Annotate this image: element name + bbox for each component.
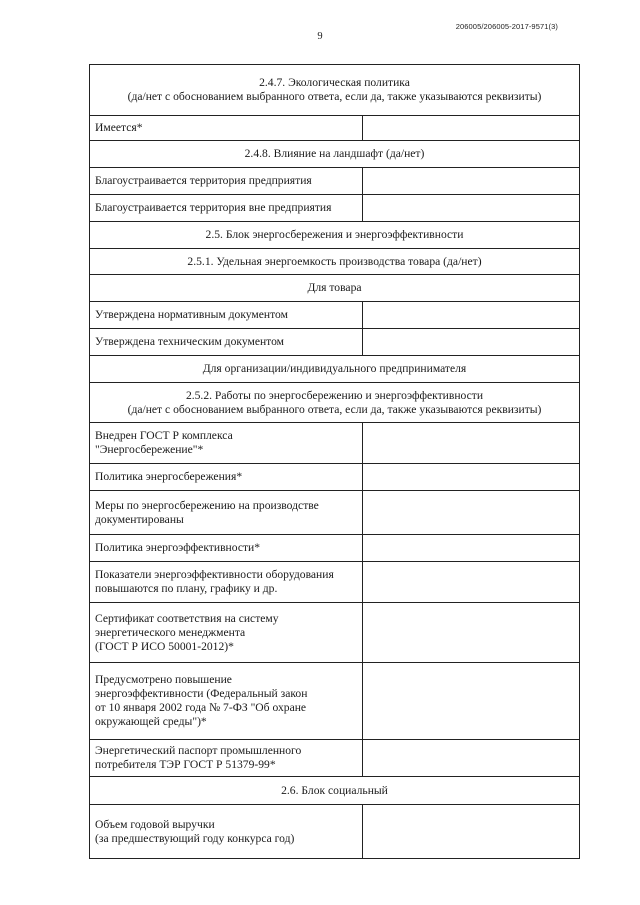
section-header-text: (да/нет с обоснованием выбранного ответа, если да, также указываются реквизиты) [127,90,542,103]
answer-cell[interactable] [363,663,579,739]
row-label-text: Объем годовой выручки [95,817,215,831]
section-header-text: 2.5.2. Работы по энергосбережению и энергоэффективности [185,388,484,402]
row-label-text: Политика энергосбережения* [95,470,243,483]
row-label-text: Благоустраивается территория предприятия [95,174,312,187]
section-header-row [90,274,579,301]
row-label-cell [90,805,363,858]
row-label-cell [90,663,363,739]
page-number: 9 [317,31,323,42]
row-label-cell [90,603,363,662]
row-label-text: Политика энергоэффективности* [95,541,261,554]
section-header-row [90,776,579,804]
answer-cell[interactable] [363,805,579,858]
section-header-text: 2.5.1. Удельная энергоемкость производства товара (да/нет) [187,254,482,268]
row-label-cell [90,302,363,328]
row-label-text: Предусмотрено повышение [95,673,232,686]
row-label-cell [90,491,363,534]
section-header-text: Для организации/индивидуального предпринимателя [202,362,467,375]
table-row [90,662,579,739]
questionnaire-table [89,64,580,859]
row-label-text: энергетического менеджмента [95,625,246,639]
row-label-cell [90,168,363,194]
answer-cell[interactable] [363,603,579,662]
section-header-text: Для товара [307,281,362,294]
row-label-text: Меры по энергосбережению на производстве [95,498,319,512]
row-label-text: Сертификат соответствия на систему [95,611,279,625]
section-header-text: 2.4.7. Экологическая политика [259,76,410,89]
section-header-row [90,65,579,115]
answer-cell[interactable] [363,329,579,355]
table-row [90,739,579,776]
section-header-text: 2.6. Блок социальный [281,783,388,797]
answer-cell[interactable] [363,464,579,490]
answer-cell[interactable] [363,116,579,140]
row-label-text: (за предшествующий году конкурса год) [95,831,295,845]
row-label-text: Утверждена техническим документом [95,335,284,348]
row-label-text: документированы [95,512,184,526]
answer-cell[interactable] [363,168,579,194]
answer-cell[interactable] [363,740,579,776]
row-label-text: Благоустраивается территория вне предприятия [95,201,332,214]
table-row [90,167,579,194]
row-label-cell [90,195,363,221]
answer-cell[interactable] [363,423,579,463]
table-row [90,490,579,534]
table-row [90,328,579,355]
row-label-cell [90,740,363,776]
section-header-row [90,355,579,382]
row-label-text: (ГОСТ Р ИСО 50001-2012)* [95,639,234,653]
row-label-text: от 10 января 2002 года № 7-ФЗ "Об охране [95,701,307,714]
row-label-text: повышаются по плану, графику и др. [95,582,278,595]
row-label-cell [90,116,363,140]
answer-cell[interactable] [363,535,579,561]
table-row [90,115,579,140]
row-label-cell [90,423,363,463]
table-row [90,534,579,561]
answer-cell[interactable] [363,195,579,221]
row-label-text: Имеется* [95,121,143,134]
row-label-cell [90,562,363,602]
answer-cell[interactable] [363,491,579,534]
row-label-cell [90,329,363,355]
table-row [90,804,579,858]
table-row [90,301,579,328]
table-row [90,194,579,221]
document-number: 206005/206005-2017-9571(3) [455,22,558,31]
row-label-text: Утверждена нормативным документом [95,308,288,321]
row-label-cell [90,535,363,561]
table-row [90,561,579,602]
row-label-cell [90,464,363,490]
section-header-row [90,221,579,248]
row-label-text: "Энергосбережение"* [95,443,204,456]
section-header-row [90,140,579,167]
row-label-text: Показатели энергоэффективности оборудования [95,568,334,581]
table-row [90,602,579,662]
section-header-text: 2.4.8. Влияние на ландшафт (да/нет) [244,147,425,160]
section-header-text: (да/нет с обоснованием выбранного ответа, если да, также указываются реквизиты) [127,402,542,416]
table-row [90,422,579,463]
row-label-text: Внедрен ГОСТ Р комплекса [95,429,233,442]
row-label-text: потребителя ТЭР ГОСТ Р 51379-99* [95,758,276,771]
table-row [90,463,579,490]
row-label-text: энергоэффективности (Федеральный закон [95,687,308,700]
answer-cell[interactable] [363,562,579,602]
section-header-text: 2.5. Блок энергосбережения и энергоэффективности [205,228,464,241]
section-header-row [90,382,579,422]
answer-cell[interactable] [363,302,579,328]
row-label-text: Энергетический паспорт промышленного [95,744,302,757]
row-label-text: окружающей среды")* [95,715,207,728]
section-header-row [90,248,579,274]
